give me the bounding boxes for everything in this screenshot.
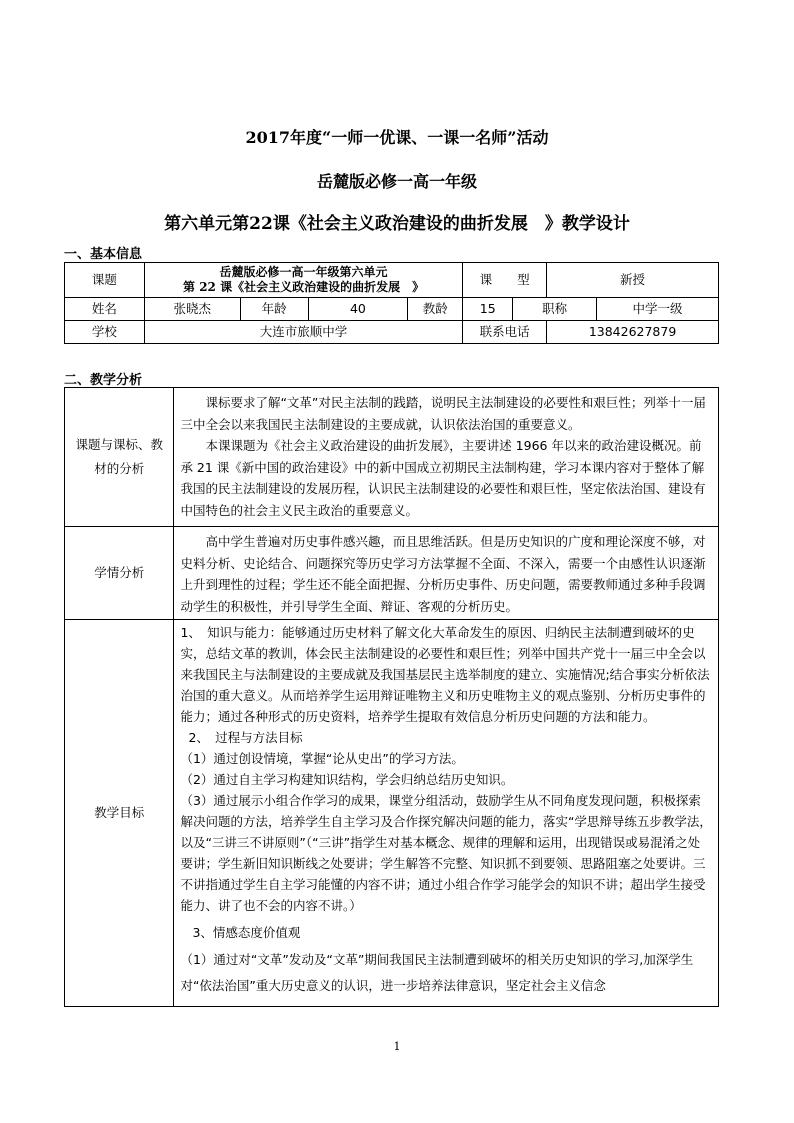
textbook-analysis-content [174,388,719,527]
age-value: 40 [308,298,408,321]
job-title-label: 职称 [513,298,597,321]
analysis-table [64,387,719,1007]
phone-label: 联系电话 [463,321,547,344]
goals-label: 教学目标 [65,620,174,1007]
job-title-value: 中学一级 [597,298,719,321]
topic-value [144,263,462,298]
lesson-title: 第六单元第22课《社会主义政治建设的曲折发展 》教学设计 [164,214,630,234]
goal-process-item: （3）通过展示小组合作学习的成果，课堂分组活动，鼓励学生从不同角度发现问题，积极探索解决问题的方法，培养学生自主学习及合作探究解决问题的能力，落实“学思辩导练五步教学法，以及“三讲三不讲原则”（“三讲”指学生对基本概念、规律的理解和运用，出现错误或易混淆之处要讲；学生新旧知识断线之处要讲；学生解答不完整、知识抓不到要领、思路阻塞之处要讲。三不讲指通过学生自主学习能懂的内容不讲；通过小组合作学习能学会的知识不讲；超出学生接受能力、讲了也不会的内容不讲。） [180,793,712,914]
basic-info-table [64,262,719,344]
topic-label: 课题 [65,263,145,298]
goal-attitude-item: （1）通过对“文革”发动及“文革”期间我国民主法制遭到破坏的相关历史知识的学习,加深学生对“依法治国”重大历史意义的认识，进一步培养法律意识，坚定社会主义信念 [180,952,694,994]
age-label: 年龄 [240,298,308,321]
goal-process-heading: 2、 过程与方法目标 [188,730,303,746]
goals-content [174,620,719,1007]
teaching-years-label: 教龄 [408,298,463,321]
student-analysis-row [65,527,719,620]
textbook-analysis-row [65,388,719,527]
goal-attitude-heading: 3、情感态度价值观 [192,925,301,941]
teacher-row [65,298,719,321]
teaching-years-value: 15 [463,298,513,321]
school-value: 大连市旅顺中学 [144,321,462,344]
name-label: 姓名 [65,298,145,321]
topic-row [65,263,719,298]
school-label: 学校 [65,321,145,344]
page-number: 1 [393,1040,401,1053]
goal-process-item: （2）通过自主学习构建知识结构，学会归纳总结历史知识。 [180,772,514,788]
type-label: 课 型 [463,263,547,298]
phone-value: 13842627879 [547,321,719,344]
goals-row [65,620,719,1007]
goal-knowledge: 1、 知识与能力：能够通过历史材料了解文化大革命发生的原因、归纳民主法制遭到破坏的史实，总结文革的教训，体会民主法制建设的必要性和艰巨性；列举中国共产党十一届三中全会以来我国民主与法制建设的主要成就及我国基层民主选举制度的建立、实施情况;结合事实分析依法治国的重大意义。从而培养学生运用辩证唯物主义和历史唯物主义的观点鉴别、分析历史事件的能力；通过各种形式的历史资料，培养学生提取有效信息分析历史问题的方法和能力。 [180,625,710,725]
event-title: 2017年度“一师一优课、一课一名师”活动 [245,128,549,147]
topic-value-line2: 第 22 课《社会主义政治建设的曲折发展 》 [183,280,425,294]
course-title: 岳麓版必修一高一年级 [316,172,477,191]
name-value: 张晓杰 [144,298,240,321]
topic-value-line1: 岳麓版必修一高一年级第六单元 [219,265,388,279]
textbook-paragraph: 本课课题为《社会主义政治建设的曲折发展》，主要讲述 1966 年以来的政治建设概况。前承 21 课《新中国的政治建设》中的新中国成立初期民主法制构建，学习本课内容对于整体了解我国的民主法制建设的发展历程，认识民主法制建设的必要性和艰巨性，坚定依法治国、建设有中国特色的社会主义民主政治的重要意义。 [180,438,706,518]
textbook-paragraph: 课标要求了解“文革”对民主法制的践踏，说明民主法制建设的必要性和艰巨性；列举十一届三中全会以来我国民主法制建设的主要成就，认识依法治国的重要意义。 [180,395,706,432]
analysis-heading: 二、教学分析 [64,373,143,388]
textbook-analysis-label: 课题与课标、教材的分析 [65,388,174,527]
student-analysis-content [174,527,719,620]
type-value: 新授 [547,263,719,298]
basic-info-heading: 一、基本信息 [64,247,143,262]
student-analysis-label: 学情分析 [65,527,174,620]
student-paragraph: 高中学生普遍对历史事件感兴趣，而且思维活跃。但是历史知识的广度和理论深度不够，对史料分析、史论结合、问题探究等历史学习方法掌握不全面、不深入，需要一个由感性认识逐渐上升到理性的过程；学生还不能全面把握、分析历史事件、历史问题，需要教师通过多种手段调动学生的积极性，并引导学生全面、辩证、客观的分析历史。 [180,534,706,614]
school-row [65,321,719,344]
goal-process-item: （1）通过创设情境，掌握“论从史出”的学习方法。 [180,751,464,767]
